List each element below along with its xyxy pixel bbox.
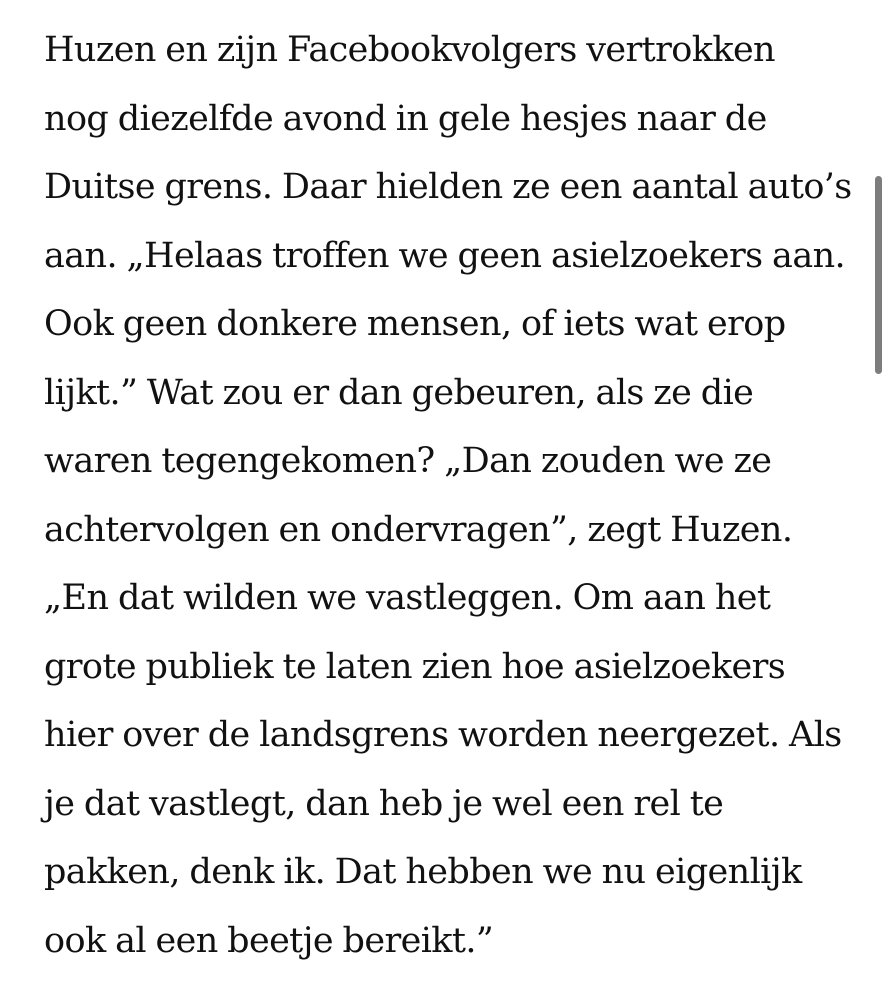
paragraph-line: grote publiek te laten zien hoe asielzoekers [44, 646, 786, 687]
paragraph-line: Huzen en zijn Facebookvolgers vertrokken [44, 30, 775, 70]
paragraph-line: waren tegengekomen? „Dan zouden we ze [44, 441, 772, 481]
paragraph-line: achtervolgen en ondervragen”, zegt Huzen. [44, 509, 793, 550]
paragraph-line: aan. „Helaas troffen we geen asielzoekers aan. [44, 235, 846, 276]
scrollbar-thumb[interactable] [875, 176, 882, 374]
paragraph-line: hier over de landsgrens worden neergezet. Als [44, 715, 842, 755]
paragraph-line: „En dat wilden we vastleggen. Om aan het [44, 578, 771, 618]
paragraph-line: ook al een beetje bereikt.” [44, 920, 494, 961]
paragraph-line: Ook geen donkere mensen, of iets wat erop [44, 304, 786, 344]
paragraph-line: je dat vastlegt, dan heb je wel een rel te [44, 783, 724, 824]
paragraph-line: pakken, denk ik. Dat hebben we nu eigenlijk [44, 852, 802, 892]
paragraph-line: lijkt.” Wat zou er dan gebeuren, als ze die [44, 372, 754, 413]
paragraph-line: nog diezelfde avond in gele hesjes naar de [44, 98, 767, 139]
article-body [44, 16, 854, 975]
paragraph-line: Duitse grens. Daar hielden ze een aantal auto’s [44, 167, 852, 207]
